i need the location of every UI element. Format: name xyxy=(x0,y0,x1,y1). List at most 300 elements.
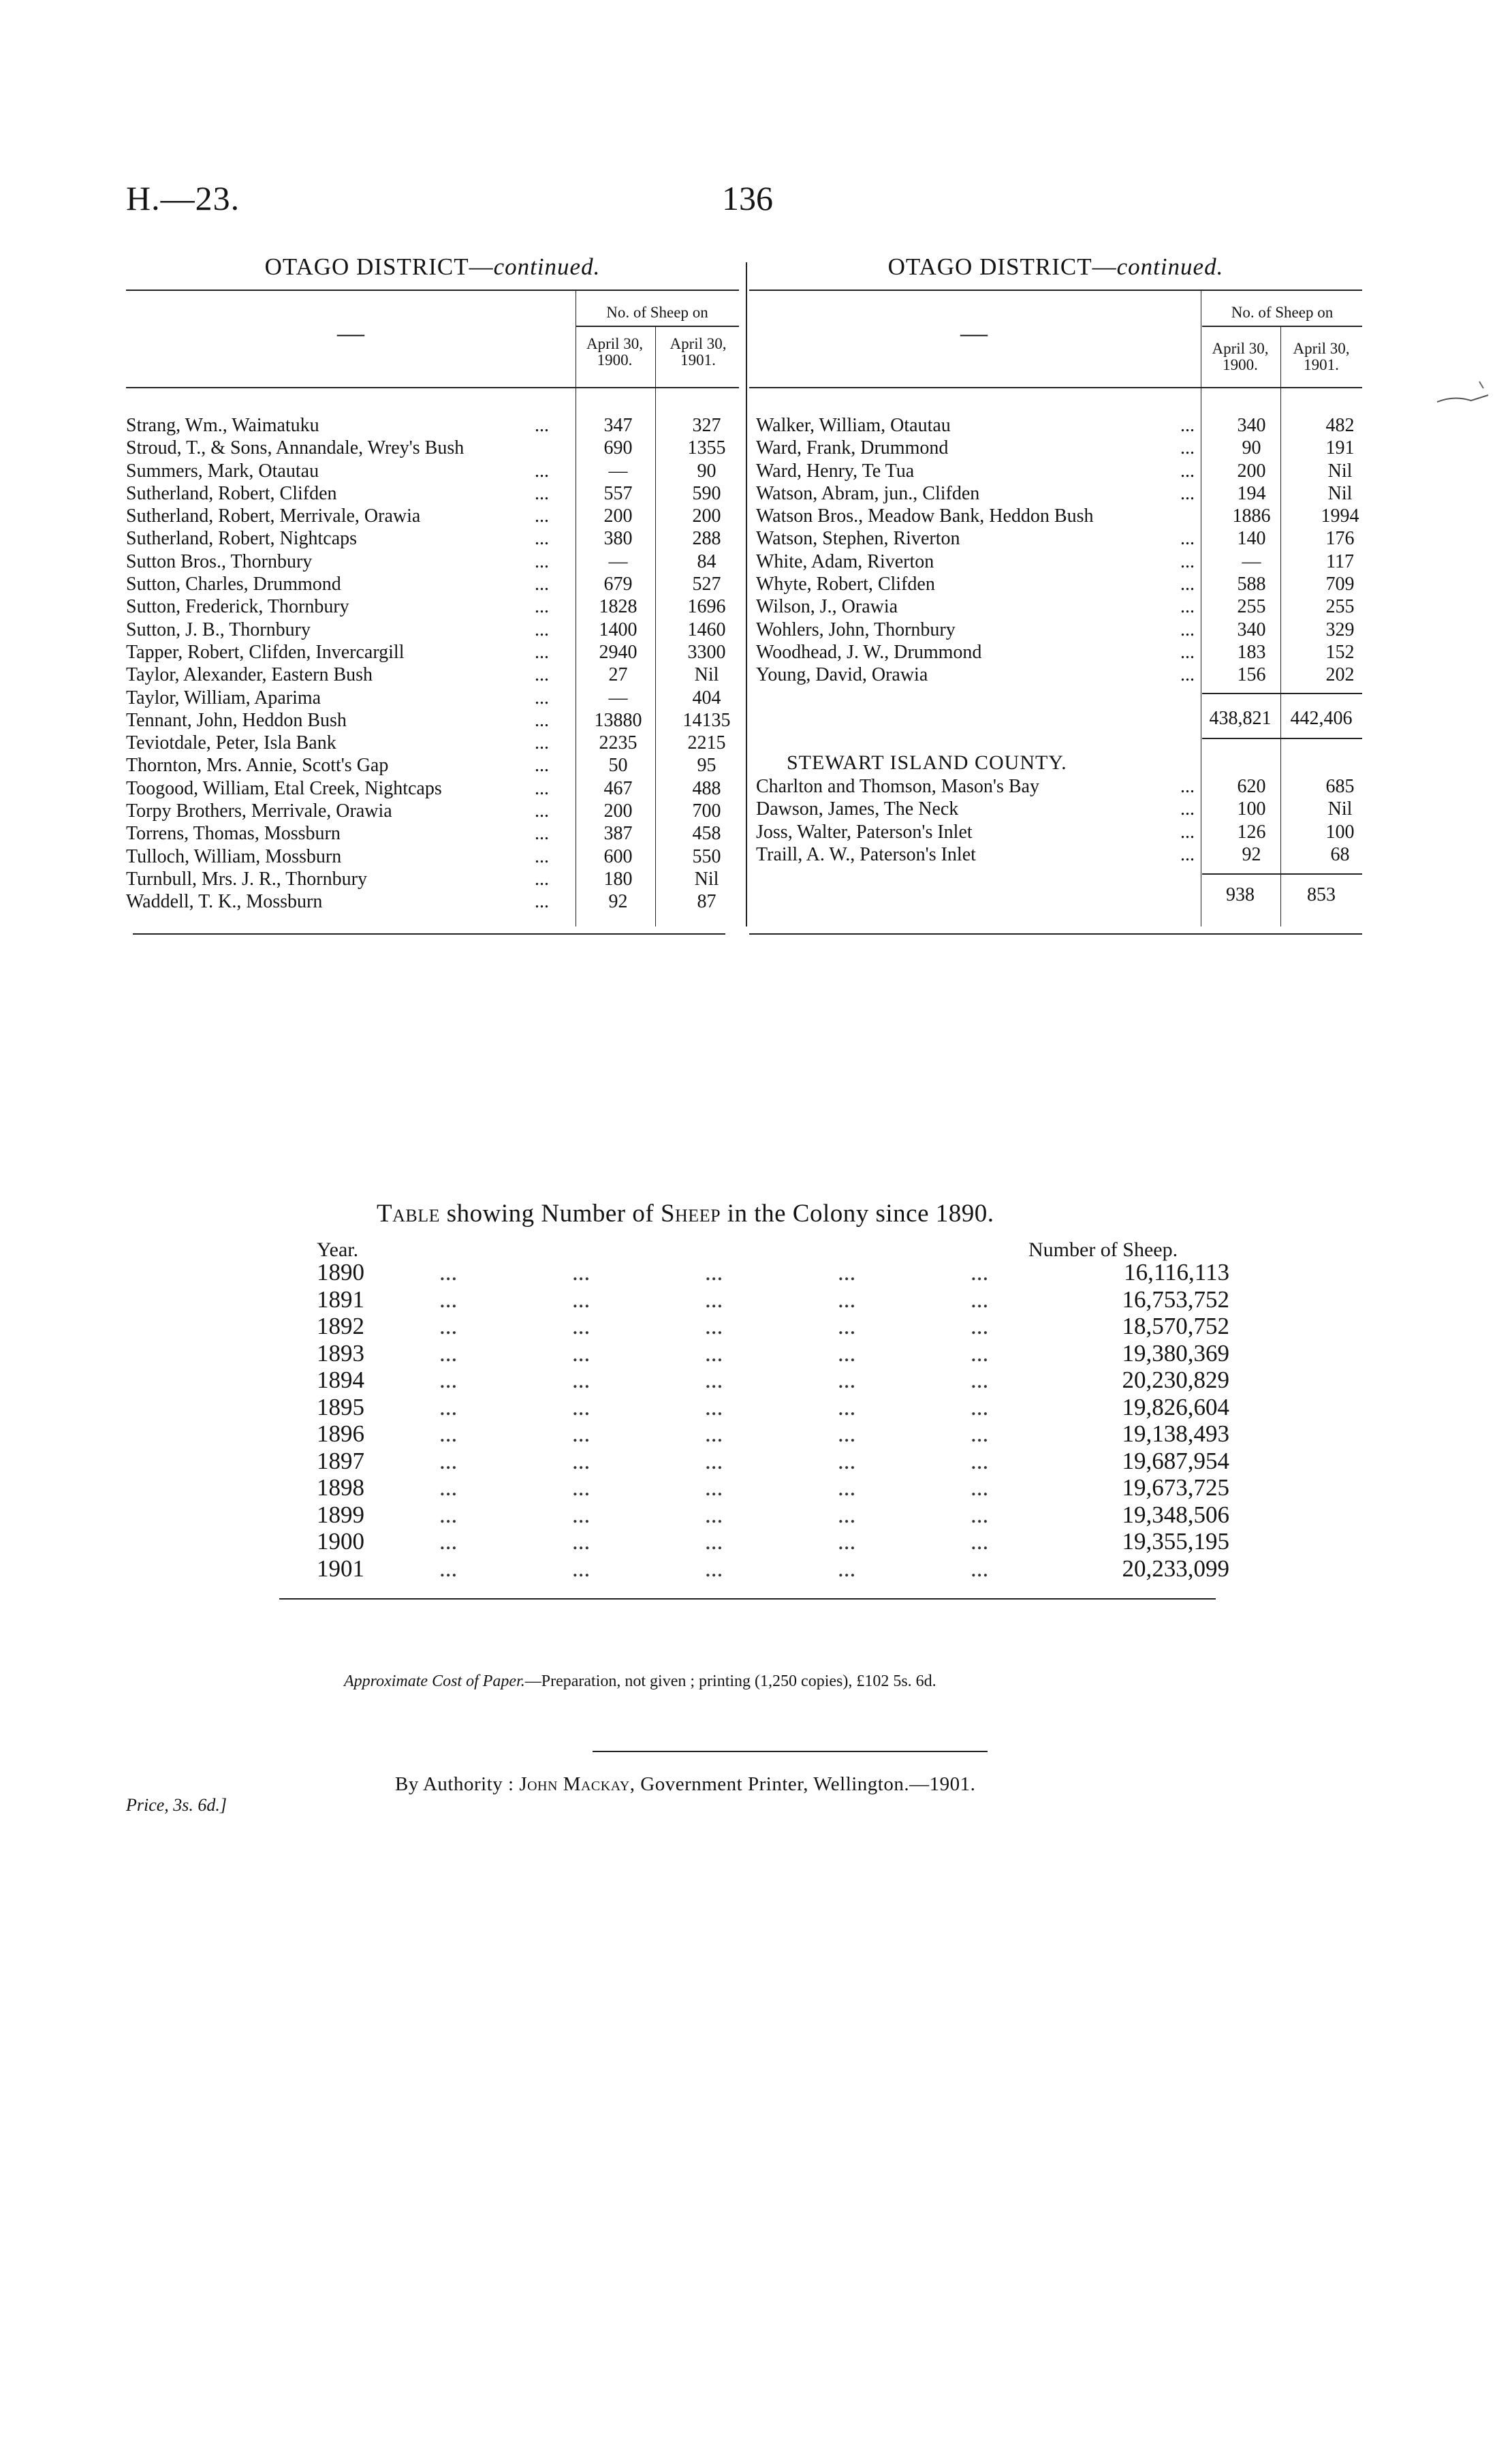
owner-name: Sutherland, Robert, Nightcaps xyxy=(126,528,358,550)
leader-dots: ... xyxy=(535,505,549,527)
sheep-1901: 2215 xyxy=(687,732,726,754)
sheep-table-title-end: in the Colony since 1890. xyxy=(721,1200,994,1228)
right-section-title xyxy=(749,253,1362,281)
sheep-1900: 183 xyxy=(1237,641,1266,663)
owner-name: Strang, Wm., Waimatuku xyxy=(126,415,319,436)
leader-dots: ... xyxy=(838,1501,856,1528)
scan-marks xyxy=(1430,368,1492,409)
stewart-table-row xyxy=(756,775,1362,798)
sheep-1900: 340 xyxy=(1237,415,1266,436)
left-table-row xyxy=(126,868,739,890)
leader-dots: ... xyxy=(971,1555,989,1582)
sheep-1901: 685 xyxy=(1325,776,1355,797)
right-table-row xyxy=(756,550,1362,573)
leader-dots: ... xyxy=(535,709,549,731)
sheep-1901: 255 xyxy=(1325,596,1355,618)
stewart-table-row xyxy=(756,798,1362,820)
footer-rule xyxy=(593,1751,988,1752)
sheep-table-title xyxy=(377,1199,994,1228)
left-table-row xyxy=(126,754,739,777)
left-table-row xyxy=(126,505,739,527)
leader-dots: ... xyxy=(572,1447,590,1474)
right-table-row xyxy=(756,619,1362,641)
sheep-1900: 140 xyxy=(1237,528,1266,550)
owner-name: Sutton Bros., Thornbury xyxy=(126,550,313,572)
stewart-table-row xyxy=(756,843,1362,866)
left-name-header-dash: — xyxy=(337,317,364,348)
sheep-1900: — xyxy=(608,687,628,708)
sheep-table-row xyxy=(317,1367,1229,1394)
sheep-1901: Nil xyxy=(694,868,719,890)
sheep-1901: 404 xyxy=(692,687,721,708)
sheep-1900: 200 xyxy=(1237,460,1266,482)
leader-dots: ... xyxy=(1180,821,1195,843)
right-table-row xyxy=(756,595,1362,618)
owner-name: Turnbull, Mrs. J. R., Thornbury xyxy=(126,868,367,890)
sheep-1901: 488 xyxy=(692,777,721,799)
sheep-1900: 679 xyxy=(603,574,633,595)
leader-dots: ... xyxy=(535,891,549,913)
leader-dots: ... xyxy=(572,1367,590,1393)
sheep-count-cell: 19,380,369 xyxy=(1122,1339,1229,1367)
sheep-count-cell: 18,570,752 xyxy=(1122,1313,1229,1339)
left-table-row xyxy=(126,777,739,800)
left-table-row xyxy=(126,687,739,709)
sheep-1901: 288 xyxy=(692,528,721,550)
sheep-1900: 467 xyxy=(603,777,633,799)
year-cell: 1898 xyxy=(317,1474,364,1501)
leader-dots: ... xyxy=(705,1501,723,1528)
sheep-1900: 588 xyxy=(1237,574,1266,595)
sheep-1901: Nil xyxy=(1327,460,1353,482)
sheep-count-cell: 19,673,725 xyxy=(1122,1474,1229,1501)
leader-dots: ... xyxy=(572,1420,590,1447)
sheep-1900: — xyxy=(608,460,628,482)
owner-name: Taylor, Alexander, Eastern Bush xyxy=(126,664,373,686)
sheep-1900: 340 xyxy=(1237,619,1266,640)
leader-dots: ... xyxy=(572,1339,590,1367)
leader-dots: ... xyxy=(1180,798,1195,820)
right-header-top-rule xyxy=(749,290,1362,291)
owner-name: Young, David, Orawia xyxy=(756,664,928,686)
left-table-row xyxy=(126,460,739,482)
sheep-count-cell: 19,687,954 xyxy=(1122,1447,1229,1474)
left-bottom-rule xyxy=(133,933,725,935)
leader-dots: ... xyxy=(1180,596,1195,618)
owner-name: White, Adam, Riverton xyxy=(756,550,934,572)
sheep-1900: 1400 xyxy=(599,619,637,640)
sheep-1901: 191 xyxy=(1325,437,1355,459)
sheep-table-row xyxy=(317,1555,1229,1583)
right-title-continued: continued. xyxy=(1116,253,1224,280)
sheep-1901: 95 xyxy=(697,755,716,777)
sheep-table-row xyxy=(317,1394,1229,1421)
leader-dots: ... xyxy=(535,687,549,708)
sheep-1900: 600 xyxy=(603,845,633,867)
leader-dots: ... xyxy=(535,777,549,799)
leader-dots: ... xyxy=(1180,437,1195,459)
owner-name: Sutton, Frederick, Thornbury xyxy=(126,596,349,618)
sheep-1901: 87 xyxy=(697,891,716,913)
sheep-1900: 347 xyxy=(603,415,633,436)
right-name-header-dash: — xyxy=(960,317,988,348)
sheep-1901: 68 xyxy=(1330,843,1350,865)
owner-name: Ward, Frank, Drummond xyxy=(756,437,949,459)
leader-dots: ... xyxy=(439,1339,458,1367)
right-bottom-rule xyxy=(749,933,1362,935)
leader-dots: ... xyxy=(572,1393,590,1420)
sheep-1900: 100 xyxy=(1237,798,1266,820)
leader-dots: ... xyxy=(971,1339,989,1367)
leader-dots: ... xyxy=(971,1528,989,1555)
stewart-island-body xyxy=(756,775,1362,866)
leader-dots: ... xyxy=(572,1555,590,1582)
leader-dots: ... xyxy=(572,1313,590,1339)
leader-dots: ... xyxy=(1180,664,1195,686)
sheep-1901: Nil xyxy=(1327,798,1353,820)
leader-dots: ... xyxy=(535,528,549,550)
sheep-1901: 1460 xyxy=(687,619,726,640)
right-subtotal-1900: 438,821 xyxy=(1209,708,1272,729)
left-table-row xyxy=(126,845,739,868)
sheep-1901: 14135 xyxy=(682,709,731,731)
owner-name: Toogood, William, Etal Creek, Nightcaps xyxy=(126,777,442,799)
owner-name: Sutherland, Robert, Clifden xyxy=(126,482,337,504)
leader-dots: ... xyxy=(705,1285,723,1313)
right-table-body xyxy=(756,414,1362,687)
owner-name: Summers, Mark, Otautau xyxy=(126,460,319,482)
leader-dots: ... xyxy=(439,1474,458,1501)
leader-dots: ... xyxy=(838,1474,856,1501)
sheep-1901: 84 xyxy=(697,550,716,572)
right-table-row xyxy=(756,505,1362,527)
year-cell: 1901 xyxy=(317,1555,364,1582)
owner-name: Sutton, Charles, Drummond xyxy=(126,574,341,595)
owner-name: Watson, Abram, jun., Clifden xyxy=(756,482,980,504)
year-cell: 1897 xyxy=(317,1447,364,1474)
sheep-1901: 590 xyxy=(692,482,721,504)
owner-name: Walker, William, Otautau xyxy=(756,415,951,436)
leader-dots: ... xyxy=(535,415,549,436)
document-reference: H.—23. xyxy=(126,179,240,217)
leader-dots: ... xyxy=(572,1259,590,1285)
left-colgroup-header: No. of Sheep on xyxy=(606,304,708,321)
leader-dots: ... xyxy=(439,1447,458,1474)
left-table-row xyxy=(126,573,739,595)
leader-dots: ... xyxy=(838,1393,856,1420)
left-table-row xyxy=(126,822,739,845)
sheep-1900: 50 xyxy=(608,755,628,777)
leader-dots: ... xyxy=(838,1367,856,1393)
sheep-count-cell: 19,355,195 xyxy=(1122,1528,1229,1555)
sheep-1901: 100 xyxy=(1325,821,1355,843)
leader-dots: ... xyxy=(838,1447,856,1474)
sheep-count-cell: 19,826,604 xyxy=(1122,1393,1229,1420)
leader-dots: ... xyxy=(971,1259,989,1285)
leader-dots: ... xyxy=(439,1501,458,1528)
owner-name: Dawson, James, The Neck xyxy=(756,798,959,820)
cost-label: Approximate Cost of Paper. xyxy=(344,1672,525,1690)
right-header-bottom-rule xyxy=(749,387,1362,388)
year-cell: 1900 xyxy=(317,1528,364,1555)
stewart-total-rule-top xyxy=(1202,873,1362,875)
right-table-row xyxy=(756,414,1362,437)
leader-dots: ... xyxy=(1180,619,1195,640)
sheep-count-cell: 16,753,752 xyxy=(1122,1285,1229,1313)
right-table-row xyxy=(756,664,1362,686)
leader-dots: ... xyxy=(705,1420,723,1447)
left-table-row xyxy=(126,709,739,732)
left-table-row xyxy=(126,619,739,641)
left-col-1900-header: April 30, 1900. xyxy=(586,335,644,369)
sheep-1900: — xyxy=(1242,550,1261,572)
leader-dots: ... xyxy=(971,1447,989,1474)
owner-name: Sutton, J. B., Thornbury xyxy=(126,619,311,640)
sheep-table-title-table: Table xyxy=(377,1200,440,1228)
leader-dots: ... xyxy=(535,664,549,686)
sheep-1900: 690 xyxy=(603,437,633,459)
owner-name: Teviotdale, Peter, Isla Bank xyxy=(126,732,336,754)
sheep-1900: 180 xyxy=(603,868,633,890)
left-title-main: OTAGO DISTRICT— xyxy=(264,253,494,280)
sheep-table-body xyxy=(317,1259,1229,1582)
right-subtotal-rule-top xyxy=(1202,693,1362,694)
right-table-row xyxy=(756,527,1362,550)
leader-dots: ... xyxy=(535,619,549,640)
sheep-1900: 27 xyxy=(608,664,628,686)
owner-name: Joss, Walter, Paterson's Inlet xyxy=(756,821,973,843)
owner-name: Taylor, William, Aparima xyxy=(126,687,321,708)
sheep-1900: 557 xyxy=(603,482,633,504)
sheep-count-cell: 20,230,829 xyxy=(1122,1367,1229,1393)
left-table-row xyxy=(126,414,739,437)
left-table-row xyxy=(126,595,739,618)
right-title-main: OTAGO DISTRICT— xyxy=(887,253,1117,280)
sheep-1900: 380 xyxy=(603,528,633,550)
leader-dots: ... xyxy=(439,1393,458,1420)
leader-dots: ... xyxy=(1180,843,1195,865)
right-subtotal-1901: 442,406 xyxy=(1290,708,1353,729)
sheep-1901: 458 xyxy=(692,823,721,845)
sheep-table-row xyxy=(317,1286,1229,1313)
sheep-1900: 200 xyxy=(603,505,633,527)
leader-dots: ... xyxy=(535,460,549,482)
leader-dots: ... xyxy=(535,800,549,822)
page-number: 136 xyxy=(722,179,773,217)
stewart-island-title: STEWART ISLAND COUNTY. xyxy=(787,751,1067,774)
sheep-1900: 1886 xyxy=(1232,505,1271,527)
right-col-1900-header: April 30, 1900. xyxy=(1212,340,1269,373)
leader-dots: ... xyxy=(838,1555,856,1582)
sheep-1900: 156 xyxy=(1237,664,1266,686)
leader-dots: ... xyxy=(535,755,549,777)
owner-name: Charlton and Thomson, Mason's Bay xyxy=(756,776,1039,797)
leader-dots: ... xyxy=(705,1555,723,1582)
leader-dots: ... xyxy=(838,1259,856,1285)
owner-name: Torpy Brothers, Merrivale, Orawia xyxy=(126,800,392,822)
leader-dots: ... xyxy=(535,868,549,890)
sheep-1901: Nil xyxy=(694,664,719,686)
sheep-1901: 327 xyxy=(692,415,721,436)
sheep-1901: 200 xyxy=(692,505,721,527)
sheep-table-title-mid: showing Number of xyxy=(439,1200,661,1228)
leader-dots: ... xyxy=(1180,415,1195,436)
leader-dots: ... xyxy=(439,1420,458,1447)
sheep-1900: 200 xyxy=(603,800,633,822)
sheep-table-row xyxy=(317,1420,1229,1448)
owner-name: Traill, A. W., Paterson's Inlet xyxy=(756,843,976,865)
year-cell: 1894 xyxy=(317,1367,364,1393)
owner-name: Tennant, John, Heddon Bush xyxy=(126,709,347,731)
sheep-1900: 387 xyxy=(603,823,633,845)
leader-dots: ... xyxy=(1180,482,1195,504)
price-note: Price, 3s. 6d.] xyxy=(126,1795,227,1815)
sheep-1900: 13880 xyxy=(594,709,642,731)
right-subtotal-rule-bottom xyxy=(1202,738,1362,739)
authority-suffix: , Government Printer, Wellington.—1901. xyxy=(629,1773,976,1795)
sheep-1901: 117 xyxy=(1326,550,1354,572)
owner-name: Waddell, T. K., Mossburn xyxy=(126,891,323,913)
sheep-1900: 620 xyxy=(1237,776,1266,797)
owner-name: Watson, Stephen, Riverton xyxy=(756,528,960,550)
leader-dots: ... xyxy=(705,1474,723,1501)
sheep-table-row xyxy=(317,1313,1229,1340)
year-cell: 1893 xyxy=(317,1339,364,1367)
leader-dots: ... xyxy=(1180,460,1195,482)
leader-dots: ... xyxy=(705,1259,723,1285)
owner-name: Thornton, Mrs. Annie, Scott's Gap xyxy=(126,755,389,777)
sheep-1900: — xyxy=(608,550,628,572)
sheep-table-row xyxy=(317,1448,1229,1475)
right-table-row xyxy=(756,437,1362,459)
leader-dots: ... xyxy=(535,732,549,754)
sheep-1901: 1696 xyxy=(687,596,726,618)
sheep-1900: 126 xyxy=(1237,821,1266,843)
sheep-table-row xyxy=(317,1259,1229,1286)
owner-name: Wohlers, John, Thornbury xyxy=(756,619,956,640)
left-table-row xyxy=(126,664,739,686)
authority-prefix: By Authority : xyxy=(395,1773,514,1795)
left-table-row xyxy=(126,641,739,664)
sheep-table-row xyxy=(317,1474,1229,1501)
cost-of-paper-note xyxy=(344,1672,936,1691)
sheep-1901: Nil xyxy=(1327,482,1353,504)
year-cell: 1890 xyxy=(317,1259,364,1285)
year-cell: 1896 xyxy=(317,1420,364,1447)
leader-dots: ... xyxy=(705,1528,723,1555)
left-table-row xyxy=(126,890,739,913)
right-colgroup-header: No. of Sheep on xyxy=(1231,304,1334,321)
leader-dots: ... xyxy=(572,1528,590,1555)
leader-dots: ... xyxy=(971,1420,989,1447)
leader-dots: ... xyxy=(439,1555,458,1582)
sheep-table-row xyxy=(317,1528,1229,1555)
right-table-row xyxy=(756,460,1362,482)
owner-name: Sutherland, Robert, Merrivale, Orawia xyxy=(126,505,421,527)
leader-dots: ... xyxy=(971,1313,989,1339)
left-table-body xyxy=(126,414,739,914)
left-table-row xyxy=(126,527,739,550)
leader-dots: ... xyxy=(439,1285,458,1313)
left-colgroup-rule xyxy=(576,326,739,327)
left-col-1901-header: April 30, 1901. xyxy=(670,335,727,369)
sheep-1901: 202 xyxy=(1325,664,1355,686)
year-cell: 1895 xyxy=(317,1393,364,1420)
right-table-row xyxy=(756,573,1362,595)
right-table-row xyxy=(756,641,1362,664)
sheep-1901: 176 xyxy=(1325,528,1355,550)
left-section-title xyxy=(126,253,739,281)
sheep-table-row xyxy=(317,1501,1229,1529)
sheep-1900: 92 xyxy=(608,891,628,913)
leader-dots: ... xyxy=(439,1367,458,1393)
sheep-count-cell: 19,348,506 xyxy=(1122,1501,1229,1528)
sheep-1900: 1828 xyxy=(599,596,637,618)
stewart-total-1900: 938 xyxy=(1226,884,1255,905)
owner-name: Torrens, Thomas, Mossburn xyxy=(126,823,341,845)
left-table-row xyxy=(126,800,739,822)
left-table-row xyxy=(126,732,739,754)
right-col-1901-header: April 30, 1901. xyxy=(1293,340,1350,373)
leader-dots: ... xyxy=(535,823,549,845)
sheep-1901: 550 xyxy=(692,845,721,867)
leader-dots: ... xyxy=(1180,550,1195,572)
leader-dots: ... xyxy=(535,596,549,618)
leader-dots: ... xyxy=(838,1339,856,1367)
leader-dots: ... xyxy=(705,1313,723,1339)
sheep-col-number-header: Number of Sheep. xyxy=(1028,1238,1178,1261)
stewart-total-1901: 853 xyxy=(1307,884,1336,905)
leader-dots: ... xyxy=(535,482,549,504)
sheep-1901: 90 xyxy=(697,460,716,482)
owner-name: Woodhead, J. W., Drummond xyxy=(756,641,982,663)
leader-dots: ... xyxy=(572,1501,590,1528)
leader-dots: ... xyxy=(971,1367,989,1393)
sheep-table-row xyxy=(317,1340,1229,1367)
leader-dots: ... xyxy=(971,1285,989,1313)
leader-dots: ... xyxy=(705,1447,723,1474)
sheep-1901: 329 xyxy=(1325,619,1355,640)
leader-dots: ... xyxy=(535,550,549,572)
right-table-row xyxy=(756,482,1362,505)
year-cell: 1899 xyxy=(317,1501,364,1528)
leader-dots: ... xyxy=(1180,776,1195,797)
owner-name: Stroud, T., & Sons, Annandale, Wrey's Bush xyxy=(126,437,464,459)
left-header-top-rule xyxy=(126,290,739,291)
right-colgroup-rule xyxy=(1202,326,1362,327)
sheep-1901: 482 xyxy=(1325,415,1355,436)
leader-dots: ... xyxy=(439,1528,458,1555)
leader-dots: ... xyxy=(439,1259,458,1285)
leader-dots: ... xyxy=(1180,574,1195,595)
sheep-1900: 255 xyxy=(1237,596,1266,618)
sheep-1900: 2235 xyxy=(599,732,637,754)
owner-name: Tulloch, William, Mossburn xyxy=(126,845,342,867)
authority-line xyxy=(395,1773,975,1796)
leader-dots: ... xyxy=(705,1339,723,1367)
left-header-bottom-rule xyxy=(126,387,739,388)
year-cell: 1891 xyxy=(317,1285,364,1313)
sheep-1900: 2940 xyxy=(599,641,637,663)
authority-name: John Mackay xyxy=(519,1773,630,1795)
leader-dots: ... xyxy=(838,1313,856,1339)
leader-dots: ... xyxy=(572,1474,590,1501)
leader-dots: ... xyxy=(439,1313,458,1339)
year-cell: 1892 xyxy=(317,1313,364,1339)
owner-name: Tapper, Robert, Clifden, Invercargill xyxy=(126,641,405,663)
left-title-continued: continued. xyxy=(493,253,601,280)
leader-dots: ... xyxy=(838,1285,856,1313)
